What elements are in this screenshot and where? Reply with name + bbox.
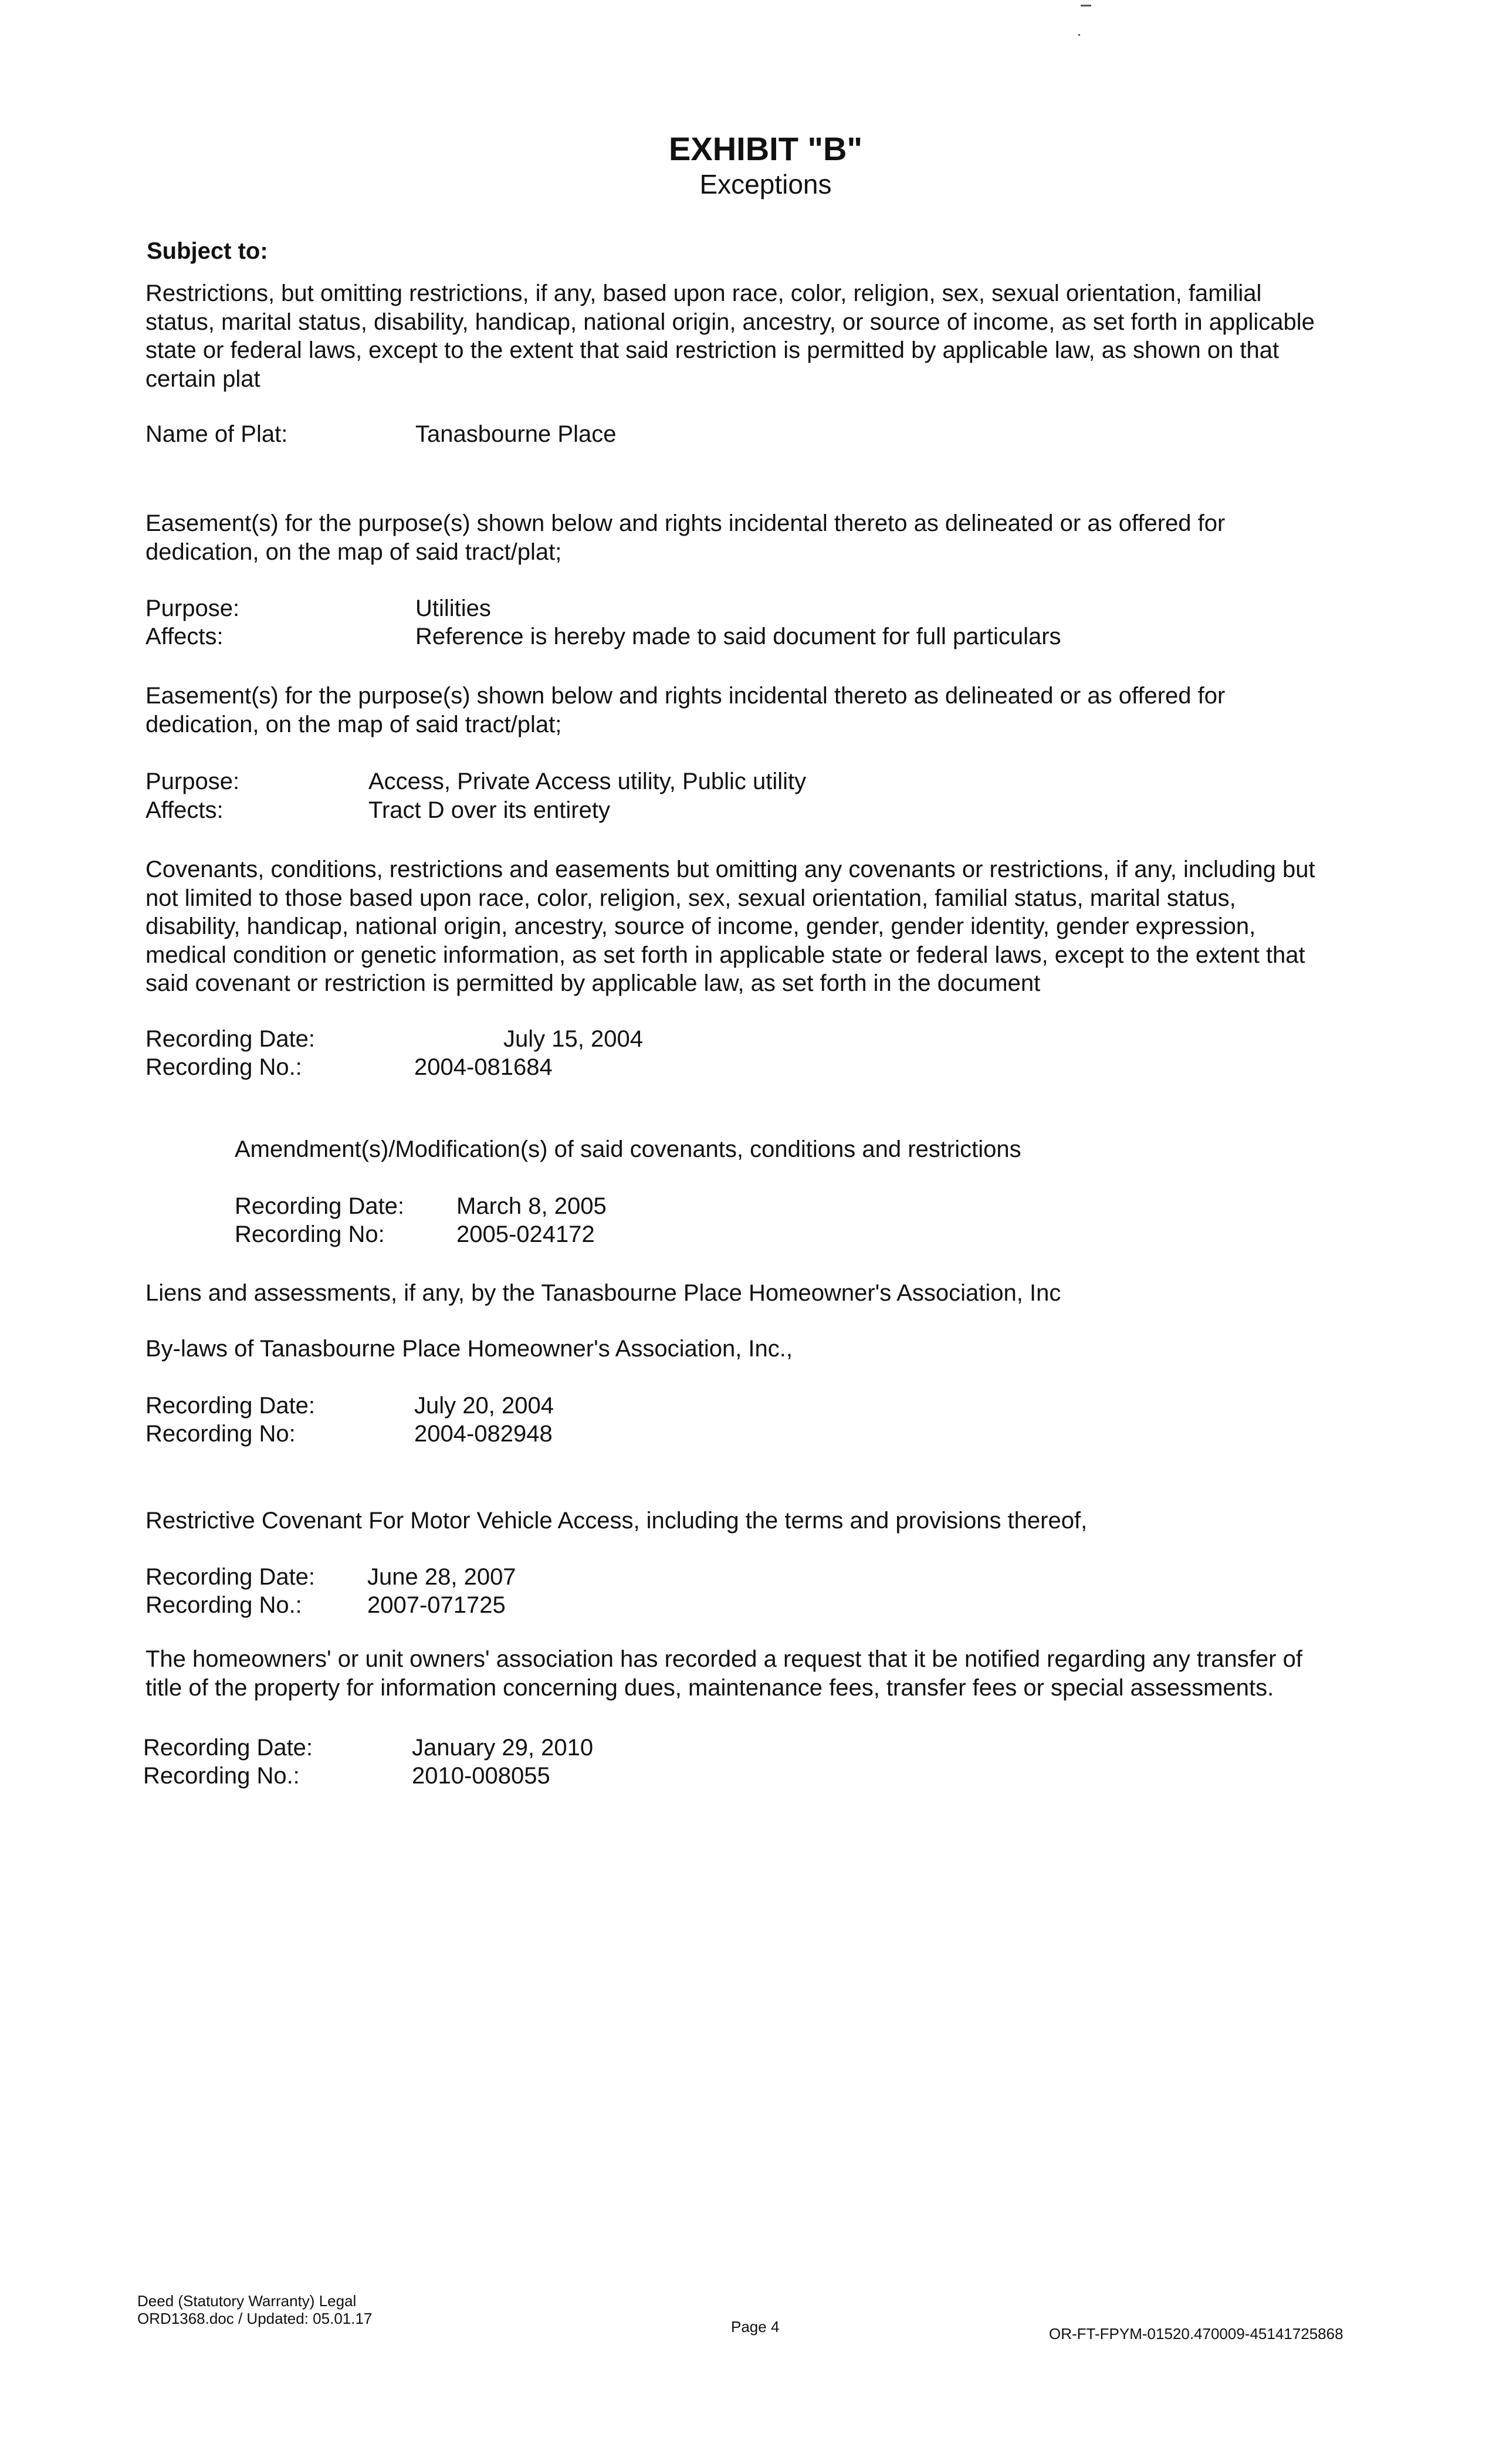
amendment-no-label: Recording No: [235, 1221, 385, 1247]
bylaws-no-value: 2004-082948 [414, 1421, 553, 1447]
amendment-date-label: Recording Date: [235, 1193, 405, 1219]
plat-label: Name of Plat: [145, 421, 288, 447]
easement-1-purpose-label: Purpose: [145, 595, 240, 621]
easement-2-affects-label: Affects: [145, 797, 224, 823]
footer-reference: OR-FT-FPYM-01520.470009-45141725868 [1049, 2325, 1343, 2343]
amendment-date-value: March 8, 2005 [456, 1193, 607, 1219]
footer-doc-type: Deed (Statutory Warranty) Legal [137, 2292, 357, 2310]
paragraph-line: dedication, on the map of said tract/plat; [145, 711, 562, 737]
easement-1-affects-value: Reference is hereby made to said document for full particulars [415, 624, 1061, 649]
covenants-no-value: 2004-081684 [414, 1054, 553, 1080]
exhibit-subtitle: Exceptions [699, 169, 832, 199]
paragraph-line: not limited to those based upon race, color, religion, sex, sexual orientation, familial status, marital status, [145, 885, 1236, 911]
paragraph-line: title of the property for information concerning dues, maintenance fees, transfer fees or special assessments. [145, 1674, 1274, 1701]
footer-doc-file: ORD1368.doc / Updated: 05.01.17 [137, 2310, 373, 2327]
paragraph-line: said covenant or restriction is permitted by applicable law, as set forth in the document [145, 970, 1041, 996]
easement-2-purpose-value: Access, Private Access utility, Public utility [368, 769, 807, 794]
homeowners-paragraph [145, 1645, 1389, 1702]
paragraph-line: Covenants, conditions, restrictions and easements but omitting any covenants or restrictions, if any, including but [145, 857, 1315, 882]
easement-2-paragraph [145, 682, 1389, 739]
easement-1-affects-label: Affects: [145, 624, 224, 649]
motor-vehicle-date-label: Recording Date: [145, 1564, 316, 1590]
easement-1-purpose-value: Utilities [415, 595, 491, 621]
scan-mark [1081, 5, 1091, 6]
exhibit-title: EXHIBIT "B" [668, 130, 862, 167]
motor-vehicle-text: Restrictive Covenant For Motor Vehicle Access, including the terms and provisions thereof, [145, 1508, 1088, 1534]
paragraph-line: status, marital status, disability, handicap, national origin, ancestry, or source of income, as set forth in applicable [145, 309, 1315, 335]
subject-to-heading: Subject to: [147, 238, 268, 264]
paragraph-line: Easement(s) for the purpose(s) shown below and rights incidental thereto as delineated or as offered for [145, 510, 1226, 536]
easement-1-paragraph [145, 509, 1389, 566]
homeowners-no-label: Recording No.: [143, 1763, 300, 1789]
paragraph-line: state or federal laws, except to the extent that said restriction is permitted by applicable law, as shown on that [145, 337, 1280, 363]
motor-vehicle-no-label: Recording No.: [145, 1592, 302, 1618]
plat-value: Tanasbourne Place [415, 421, 617, 447]
paragraph-line: certain plat [145, 365, 260, 392]
bylaws-date-label: Recording Date: [145, 1393, 316, 1419]
footer-page-number: Page 4 [731, 2318, 780, 2336]
easement-2-affects-value: Tract D over its entirety [368, 797, 610, 823]
homeowners-date-label: Recording Date: [143, 1735, 313, 1761]
paragraph-line: dedication, on the map of said tract/plat; [145, 539, 562, 565]
paragraph-line: disability, handicap, national origin, ancestry, source of income, gender, gender identity, gender expression, [145, 913, 1256, 939]
covenants-date-label: Recording Date: [145, 1026, 316, 1052]
homeowners-date-value: January 29, 2010 [412, 1735, 594, 1761]
amendment-text: Amendment(s)/Modification(s) of said covenants, conditions and restrictions [235, 1136, 1021, 1162]
bylaws-no-label: Recording No: [145, 1421, 296, 1447]
covenants-date-value: July 15, 2004 [503, 1026, 643, 1052]
motor-vehicle-no-value: 2007-071725 [367, 1592, 506, 1618]
liens-text: Liens and assessments, if any, by the Tanasbourne Place Homeowner's Association, Inc [145, 1280, 1061, 1306]
paragraph-line: medical condition or genetic information, as set forth in applicable state or federal laws, except to the extent that [145, 942, 1305, 968]
easement-2-purpose-label: Purpose: [145, 769, 240, 794]
amendment-no-value: 2005-024172 [456, 1221, 595, 1247]
paragraph-line: The homeowners' or unit owners' association has recorded a request that it be notified regarding any transfer of [145, 1646, 1302, 1672]
covenants-no-label: Recording No.: [145, 1054, 302, 1080]
covenants-paragraph [145, 855, 1389, 998]
restrictions-paragraph [145, 279, 1389, 393]
paragraph-line: Easement(s) for the purpose(s) shown below and rights incidental thereto as delineated or as offered for [145, 683, 1226, 709]
paragraph-line: Restrictions, but omitting restrictions, if any, based upon race, color, religion, sex, sexual orientation, familial [145, 280, 1262, 306]
motor-vehicle-date-value: June 28, 2007 [367, 1564, 516, 1590]
scan-mark [1078, 34, 1080, 36]
homeowners-no-value: 2010-008055 [412, 1763, 550, 1789]
bylaws-text: By-laws of Tanasbourne Place Homeowner's Association, Inc., [145, 1336, 793, 1362]
bylaws-date-value: July 20, 2004 [414, 1393, 554, 1419]
